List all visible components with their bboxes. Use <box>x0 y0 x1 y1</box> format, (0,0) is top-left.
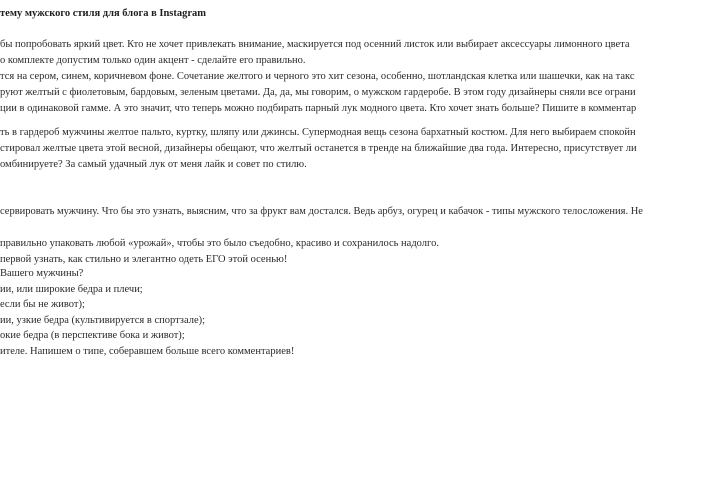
paragraph-1-line-2: о комплекте допустим только один акцент - сделайте его правильно. <box>0 55 306 66</box>
paragraph-2-line-3: ции в одинаковой гамме. А это значит, что теперь можно подбирать парный лук модного цвета. Кто хочет знать больше? Пишите в комментар <box>0 103 637 114</box>
paragraph-3-line-3: омбинируете? За самый удачный лук от меня лайк и совет по стилю. <box>0 159 307 170</box>
list-item-3: ии, узкие бедра (культивируется в спортзале); <box>0 315 206 326</box>
list-item-1: ии, или широкие бедра и плечи; <box>0 284 143 295</box>
document-title: темy мужского стиля для блога в Instagram <box>0 8 207 19</box>
closing-line: ителе. Напишем о типе, соберавшем больше всего комментариев! <box>0 346 295 357</box>
list-item-2: если бы не живот); <box>0 299 85 310</box>
paragraph-3-line-1: ть в гардероб мужчины желтое пальто, куртку, шляпу или джинсы. Супермодная вещь сезона бархатный костюм. Для него выбираем спокойн <box>0 127 636 138</box>
paragraph-2-line-1: тся на сером, синем, коричневом фоне. Сочетание желтого и черного это хит сезона, особенно, шотландская клетка или шашечки, как на такс <box>0 71 635 82</box>
list-heading: Вашего мужчины? <box>0 268 84 279</box>
paragraph-5-line-2: первой узнать, как стильно и элегантно одеть ЕГО этой осенью! <box>0 254 288 265</box>
paragraph-2-line-2: руют желтый с фиолетовым, бардовым, зеленым цветами. Да, да, мы говорим, о мужском гардеробе. В этом году дизайнеры сняли все ограни <box>0 87 636 98</box>
list-item-4: окие бедра (в перспективе бока и живот); <box>0 330 185 341</box>
paragraph-4-line-1: сервировать мужчину. Что бы это узнать, выясним, что за фрукт вам достался. Ведь арбуз, огурец и кабачок - типы мужского телосложения. Не <box>0 206 643 217</box>
paragraph-5-line-1: правильно упаковать любой «урожай», чтобы это было съедобно, красиво и сохранилось надолго. <box>0 238 439 249</box>
paragraph-1-line-1: бы попробовать яркий цвет. Кто не хочет привлекать внимание, маскируется под осенний листок или выбирает аксессуары лимонного цвета <box>0 39 630 50</box>
paragraph-3-line-2: стировал желтые цвета этой весной, дизайнеры обещают, что желтый останется в тренде на ближайшие два года. Интересно, присутствует ли <box>0 143 637 154</box>
